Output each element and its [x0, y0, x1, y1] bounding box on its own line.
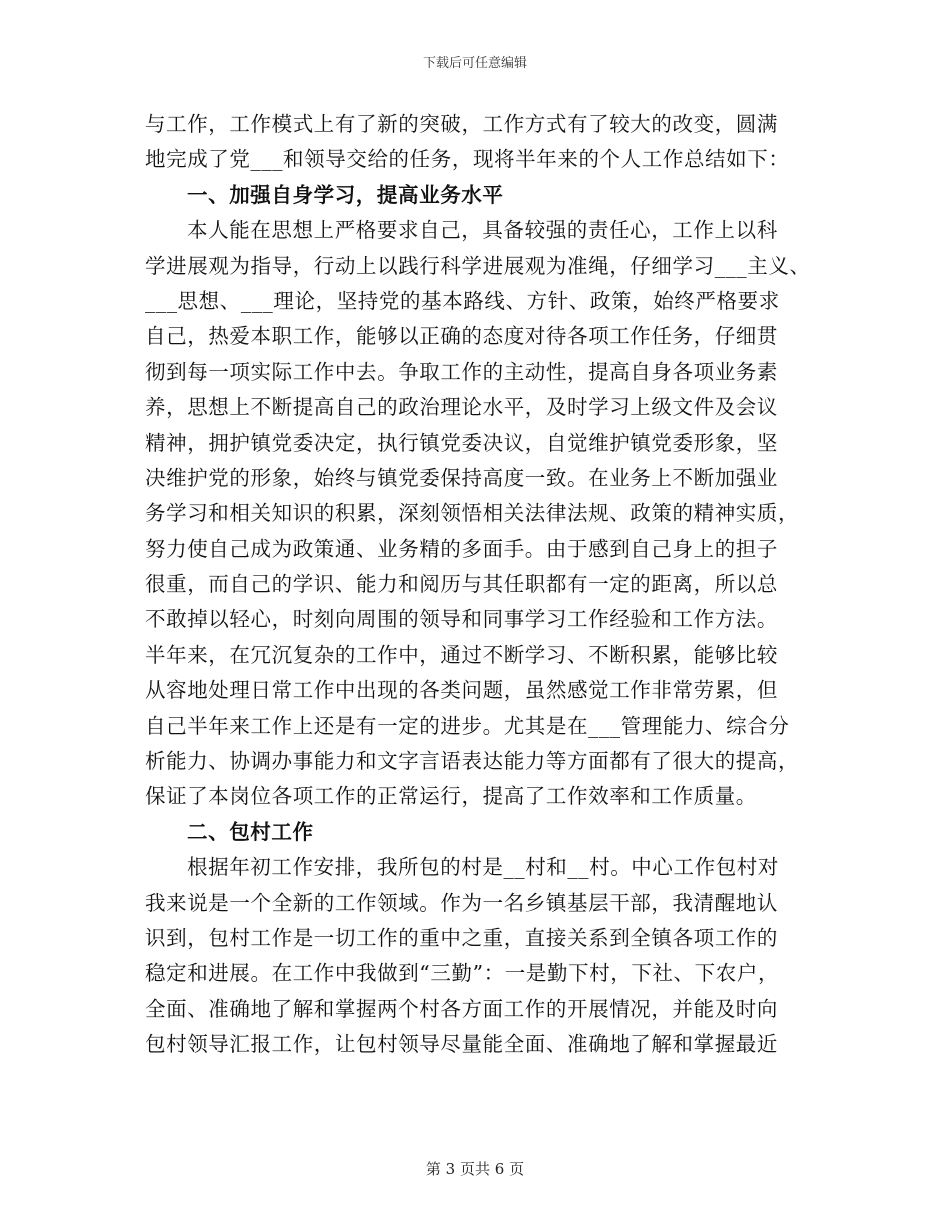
- text-line: 半年来，在冗沉复杂的工作中，通过不断学习、不断积累，能够比较: [145, 642, 778, 667]
- section-heading-1: 一、加强自身学习，提高业务水平: [187, 182, 504, 207]
- text-line: 努力使自己成为政策通、业务精的多面手。由于感到自己身上的担子: [145, 536, 778, 561]
- text-line: 精神，拥护镇党委决定，执行镇党委决议，自觉维护镇党委形象，坚: [145, 430, 778, 455]
- text-line: 保证了本岗位各项工作的正常运行，提高了工作效率和工作质量。: [145, 784, 757, 809]
- text-line: 包村领导汇报工作，让包村领导尽量能全面、准确地了解和掌握最近: [145, 1032, 778, 1057]
- text-line: 识到，包村工作是一切工作的重中之重，直接关系到全镇各项工作的: [145, 925, 778, 950]
- text-line: 不敢掉以轻心，时刻向周围的领导和同事学习工作经验和工作方法。: [145, 607, 778, 632]
- text-line: 我来说是一个全新的工作领域。作为一名乡镇基层干部，我清醒地认: [145, 890, 778, 915]
- text-line: 务学习和相关知识的积累，深刻领悟相关法律法规、政策的精神实质，: [145, 501, 800, 526]
- text-line: 彻到每一项实际工作中去。争取工作的主动性，提高自身各项业务素: [145, 359, 778, 384]
- text-line: 很重，而自己的学识、能力和阅历与其任职都有一定的距离，所以总: [145, 572, 778, 597]
- text-line: ___思想、___理论，坚持党的基本路线、方针、政策，始终严格要求: [145, 288, 780, 313]
- document-body: [145, 107, 825, 1063]
- page-header: 下载后可任意编辑: [422, 56, 527, 71]
- paragraph-start: 根据年初工作安排，我所包的村是__村和__村。中心工作包村对: [187, 855, 779, 880]
- text-line: 地完成了党___和领导交给的任务，现将半年来的个人工作总结如下：: [145, 147, 790, 172]
- text-line: 析能力、协调办事能力和文字言语表达能力等方面都有了很大的提高，: [145, 749, 800, 774]
- text-line: 决维护党的形象，始终与镇党委保持高度一致。在业务上不断加强业: [145, 465, 778, 490]
- text-line: 养，思想上不断提高自己的政治理论水平，及时学习上级文件及会议: [145, 395, 778, 420]
- text-line: 自己，热爱本职工作，能够以正确的态度对待各项工作任务，仔细贯: [145, 324, 778, 349]
- section-heading-2: 二、包村工作: [187, 819, 314, 844]
- text-line: 自己半年来工作上还是有一定的进步。尤其是在___管理能力、综合分: [145, 713, 790, 738]
- text-line: 从容地处理日常工作中出现的各类问题，虽然感觉工作非常劳累，但: [145, 678, 778, 703]
- text-line: 与工作，工作模式上有了新的突破，工作方式有了较大的改变，圆满: [145, 112, 778, 136]
- paragraph-start: 本人能在思想上严格要求自己，具备较强的责任心，工作上以科: [187, 218, 778, 243]
- text-line: 学进展观为指导，行动上以践行科学进展观为准绳，仔细学习___主义、: [145, 253, 811, 278]
- text-line: 稳定和进展。在工作中我做到“三勤”：一是勤下村，下社、下农户，: [145, 961, 780, 986]
- text-line: 全面、准确地了解和掌握两个村各方面工作的开展情况，并能及时向: [145, 996, 778, 1021]
- page-footer: 第 3 页共 6 页: [425, 1160, 525, 1178]
